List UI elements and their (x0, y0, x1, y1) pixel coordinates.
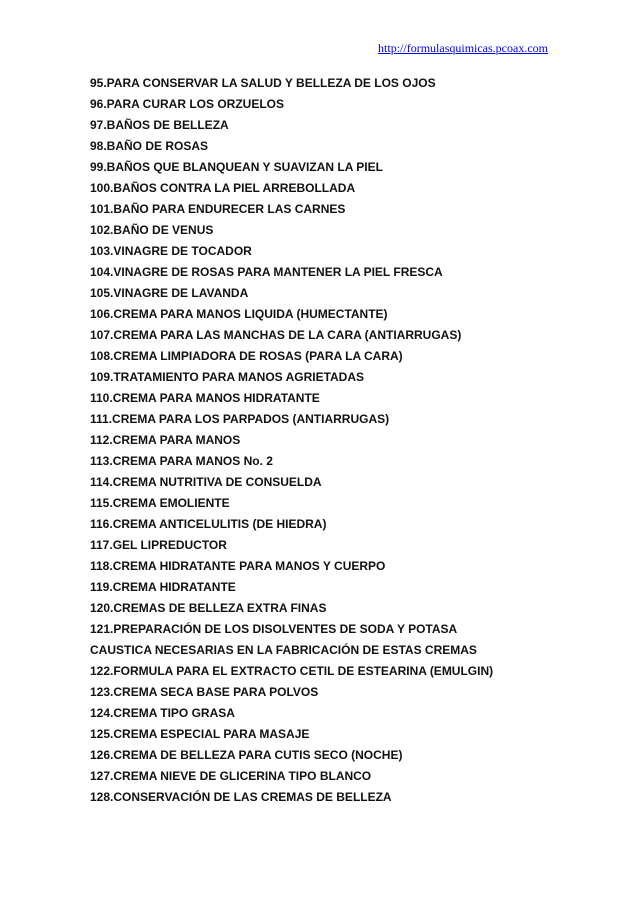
toc-item: 110.CREMA PARA MANOS HIDRATANTE (90, 391, 320, 405)
toc-item: 104.VINAGRE DE ROSAS PARA MANTENER LA PIEL FRESCA (90, 265, 443, 279)
toc-item: 96.PARA CURAR LOS ORZUELOS (90, 97, 285, 111)
toc-item: 101.BAÑO PARA ENDURECER LAS CARNES (90, 202, 346, 216)
toc-item: 120.CREMAS DE BELLEZA EXTRA FINAS (90, 601, 327, 615)
toc-item: 106.CREMA PARA MANOS LIQUIDA (HUMECTANTE) (90, 307, 388, 321)
toc-item: 119.CREMA HIDRATANTE (90, 580, 236, 594)
toc-item: 126.CREMA DE BELLEZA PARA CUTIS SECO (NOCHE) (90, 748, 403, 762)
toc-item: 121.PREPARACIÓN DE LOS DISOLVENTES DE SODA Y POTASA (90, 622, 458, 636)
toc-item: 98.BAÑO DE ROSAS (90, 139, 209, 153)
toc-item: 112.CREMA PARA MANOS (90, 433, 241, 447)
toc-item: 128.CONSERVACIÓN DE LAS CREMAS DE BELLEZA (90, 790, 392, 804)
toc-item: 99.BAÑOS QUE BLANQUEAN Y SUAVIZAN LA PIEL (90, 160, 383, 174)
toc-item: 123.CREMA SECA BASE PARA POLVOS (90, 685, 319, 699)
toc-item: 97.BAÑOS DE BELLEZA (90, 118, 229, 132)
toc-item: 117.GEL LIPREDUCTOR (90, 538, 227, 552)
toc-item: 95.PARA CONSERVAR LA SALUD Y BELLEZA DE LOS OJOS (90, 76, 436, 90)
toc-item: 124.CREMA TIPO GRASA (90, 706, 235, 720)
toc-item: 105.VINAGRE DE LAVANDA (90, 286, 249, 300)
table-of-contents (90, 73, 493, 808)
toc-item: 111.CREMA PARA LOS PARPADOS (ANTIARRUGAS) (90, 412, 390, 426)
toc-item: 100.BAÑOS CONTRA LA PIEL ARREBOLLADA (90, 181, 356, 195)
toc-item: 127.CREMA NIEVE DE GLICERINA TIPO BLANCO (90, 769, 372, 783)
toc-item: 125.CREMA ESPECIAL PARA MASAJE (90, 727, 310, 741)
toc-item: 107.CREMA PARA LAS MANCHAS DE LA CARA (ANTIARRUGAS) (90, 328, 462, 342)
toc-item: 114.CREMA NUTRITIVA DE CONSUELDA (90, 475, 322, 489)
toc-item: 108.CREMA LIMPIADORA DE ROSAS (PARA LA CARA) (90, 349, 403, 363)
toc-item: 118.CREMA HIDRATANTE PARA MANOS Y CUERPO (90, 559, 386, 573)
toc-item: 102.BAÑO DE VENUS (90, 223, 214, 237)
toc-item: 103.VINAGRE DE TOCADOR (90, 244, 252, 258)
toc-item: 113.CREMA PARA MANOS No. 2 (90, 454, 273, 468)
toc-item: 115.CREMA EMOLIENTE (90, 496, 230, 510)
toc-item-continuation: CAUSTICA NECESARIAS EN LA FABRICACIÓN DE ESTAS CREMAS (90, 643, 477, 657)
toc-item: 116.CREMA ANTICELULITIS (DE HIEDRA) (90, 517, 327, 531)
toc-item: 109.TRATAMIENTO PARA MANOS AGRIETADAS (90, 370, 365, 384)
header-url-link[interactable]: http://formulasquimicas.pcoax.com (378, 41, 548, 55)
toc-item: 122.FORMULA PARA EL EXTRACTO CETIL DE ESTEARINA (EMULGIN) (90, 664, 494, 678)
